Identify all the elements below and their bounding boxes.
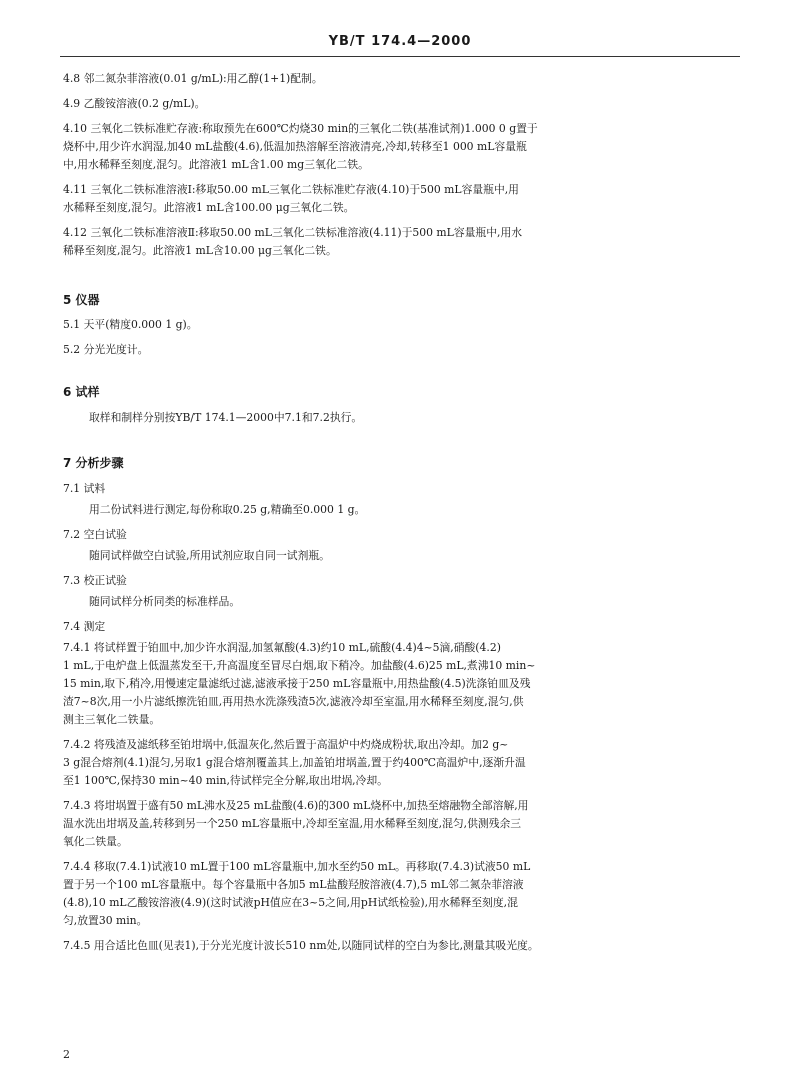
text-line: 温水洗出坩埚及盖,转移到另一个250 mL容量瓶中,冷却至室温,用水稀释至刻度,混匀,供测残余三 xyxy=(63,817,522,830)
text-line: 取样和制样分别按YB/T 174.1—2000中7.1和7.2执行。 xyxy=(89,411,363,424)
text-line: 7.4 测定 xyxy=(63,620,106,633)
text-line: 7.4.5 用合适比色皿(见表1),于分光光度计波长510 nm处,以随同试样的空白为参比,测量其吸光度。 xyxy=(63,939,539,952)
text-line: 4.8 邻二氮杂菲溶液(0.01 g/mL):用乙醇(1+1)配制。 xyxy=(63,72,323,85)
document-header: YB/T 174.4—2000 xyxy=(60,28,740,57)
text-line: 3 g混合熔剂(4.1)混匀,另取1 g混合熔剂覆盖其上,加盖铂坩埚盖,置于约400℃高温炉中,逐渐升温 xyxy=(63,756,526,769)
text-line: 15 min,取下,稍冷,用慢速定量滤纸过滤,滤液承接于250 mL容量瓶中,用热盐酸(4.5)洗涤铂皿及残 xyxy=(63,677,531,690)
text-line: 测主三氧化二铁量。 xyxy=(63,713,161,726)
text-line: 1 mL,于电炉盘上低温蒸发至干,升高温度至冒尽白烟,取下稍冷。加盐酸(4.6)25 mL,煮沸10 min~ xyxy=(63,659,536,672)
text-line: 7.4.3 将坩埚置于盛有50 mL沸水及25 mL盐酸(4.6)的300 mL烧杯中,加热至熔融物全部溶解,用 xyxy=(63,799,529,812)
text-line: 匀,放置30 min。 xyxy=(63,914,148,927)
text-line: 氧化二铁量。 xyxy=(63,835,128,848)
text-line: 4.11 三氧化二铁标准溶液Ⅰ:移取50.00 mL三氧化二铁标准贮存液(4.10)于500 mL容量瓶中,用 xyxy=(63,183,519,196)
text-line: 水稀释至刻度,混匀。此溶液1 mL含100.00 μg三氧化二铁。 xyxy=(63,201,355,214)
text-line: 7.2 空白试验 xyxy=(63,528,127,541)
text-line: 渣7~8次,用一小片滤纸擦洗铂皿,再用热水洗涤残渣5次,滤液冷却至室温,用水稀释至刻度,混匀,供 xyxy=(63,695,524,708)
text-line: 7.3 校正试验 xyxy=(63,574,127,587)
text-line: 置于另一个100 mL容量瓶中。每个容量瓶中各加5 mL盐酸羟胺溶液(4.7),5 mL邻二氮杂菲溶液 xyxy=(63,878,524,891)
page-number: 2 xyxy=(63,1048,70,1061)
text-line: 4.12 三氧化二铁标准溶液Ⅱ:移取50.00 mL三氧化二铁标准溶液(4.11)于500 mL容量瓶中,用水 xyxy=(63,226,523,239)
text-line: 随同试样分析同类的标准样品。 xyxy=(89,595,241,608)
text-line: 5.1 天平(精度0.000 1 g)。 xyxy=(63,318,198,331)
text-line: (4.8),10 mL乙酸铵溶液(4.9)(这时试液pH值应在3~5之间,用pH试纸检验),用水稀释至刻度,混 xyxy=(63,896,518,909)
section-heading: 6 试样 xyxy=(63,385,100,399)
text-line: 中,用水稀释至刻度,混匀。此溶液1 mL含1.00 mg三氧化二铁。 xyxy=(63,158,369,171)
text-line: 7.4.1 将试样置于铂皿中,加少许水润湿,加氢氟酸(4.3)约10 mL,硫酸(4.4)4~5滴,硝酸(4.2) xyxy=(63,641,501,654)
text-line: 至1 100℃,保持30 min~40 min,待试样完全分解,取出坩埚,冷却。 xyxy=(63,774,388,787)
text-line: 稀释至刻度,混匀。此溶液1 mL含10.00 μg三氧化二铁。 xyxy=(63,244,337,257)
section-heading: 5 仪器 xyxy=(63,293,100,307)
text-line: 用二份试料进行测定,每份称取0.25 g,精确至0.000 1 g。 xyxy=(89,503,366,516)
text-line: 4.10 三氧化二铁标准贮存液:称取预先在600℃灼烧30 min的三氧化二铁(基准试剂)1.000 0 g置于 xyxy=(63,122,538,135)
text-line: 烧杯中,用少许水润湿,加40 mL盐酸(4.6),低温加热溶解至溶液清亮,冷却,转移至1 000 mL容量瓶 xyxy=(63,140,527,153)
text-line: 随同试样做空白试验,所用试剂应取自同一试剂瓶。 xyxy=(89,549,330,562)
text-line: 7.1 试料 xyxy=(63,482,106,495)
text-line: 5.2 分光光度计。 xyxy=(63,343,149,356)
text-line: 7.4.4 移取(7.4.1)试液10 mL置于100 mL容量瓶中,加水至约50 mL。再移取(7.4.3)试液50 mL xyxy=(63,860,531,873)
text-line: 7.4.2 将残渣及滤纸移至铂坩埚中,低温灰化,然后置于高温炉中灼烧成粉状,取出冷却。加2 g~ xyxy=(63,738,509,751)
text-line: 4.9 乙酸铵溶液(0.2 g/mL)。 xyxy=(63,97,206,110)
section-heading: 7 分析步骤 xyxy=(63,456,124,470)
